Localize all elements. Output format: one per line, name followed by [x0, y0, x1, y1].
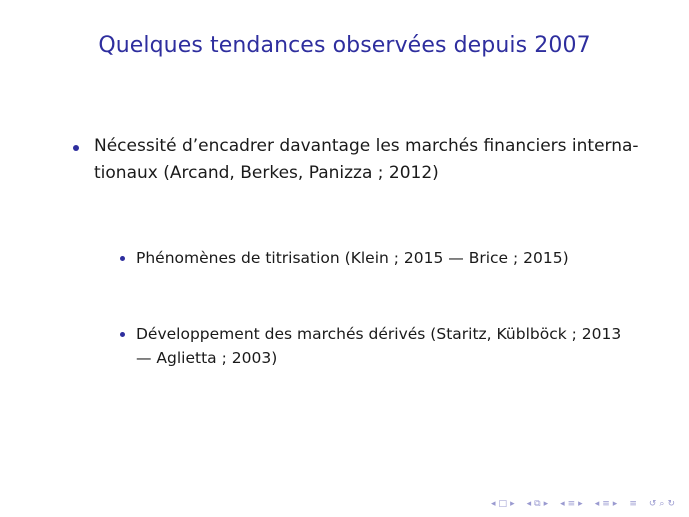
- page-title: Quelques tendances observées depuis 2007: [98, 33, 591, 58]
- nav-first-icon[interactable]: □: [498, 499, 508, 509]
- nav-frame-next-icon[interactable]: ▸: [543, 499, 549, 509]
- nav-section-prev-icon[interactable]: ◂: [594, 499, 600, 509]
- nav-frame-prev-icon[interactable]: ◂: [526, 499, 532, 509]
- list-item: [136, 246, 641, 270]
- sub-bullet-text-line: Phénomènes de titrisation (Klein ; 2015 — Brice ; 2015): [136, 249, 569, 267]
- bullet-text-line: Nécessité d’encadrer davantage les marchés financiers interna-: [94, 136, 639, 156]
- nav-forward-icon[interactable]: ↻: [667, 499, 675, 509]
- nav-frame-icon[interactable]: ⧉: [534, 499, 541, 509]
- nav-search-icon[interactable]: ⌕: [659, 499, 665, 509]
- bullet-dot-icon: [120, 256, 125, 261]
- nav-subsection-next-icon[interactable]: ▸: [578, 499, 583, 509]
- nav-section-icon[interactable]: ≡: [602, 499, 610, 509]
- navigation-bar: [491, 499, 675, 509]
- list-item: [94, 133, 639, 187]
- nav-subsection-icon[interactable]: ≡: [567, 499, 576, 509]
- bullet-dot-icon: [120, 332, 125, 337]
- nav-next-icon[interactable]: ▸: [510, 499, 515, 509]
- nav-align-icon[interactable]: ≡: [629, 499, 637, 509]
- nav-section-next-icon[interactable]: ▸: [612, 499, 618, 509]
- list-item: [136, 322, 641, 370]
- bullet-dot-icon: [73, 145, 79, 151]
- nav-subsection-prev-icon[interactable]: ◂: [560, 499, 565, 509]
- nav-back-icon[interactable]: ↺: [648, 499, 657, 509]
- sub-bullet-text-line: Développement des marchés dérivés (Staritz, Küblböck ; 2013: [136, 325, 622, 343]
- nav-prev-icon[interactable]: ◂: [491, 499, 496, 509]
- sub-bullet-text-line: — Aglietta ; 2003): [136, 349, 278, 367]
- bullet-text-line: tionaux (Arcand, Berkes, Panizza ; 2012): [94, 163, 439, 183]
